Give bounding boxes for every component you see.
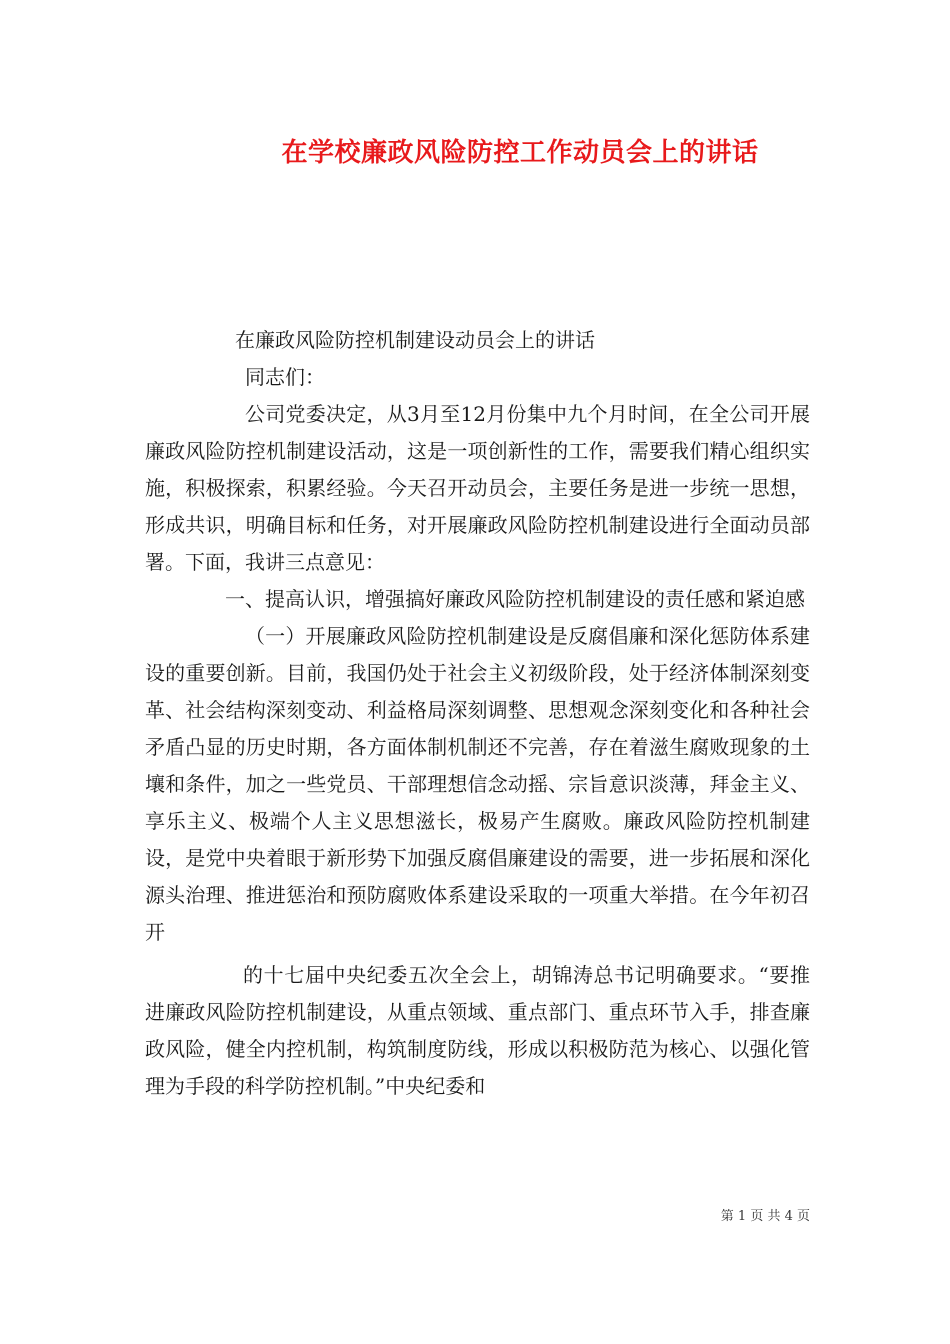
document-body [145, 322, 810, 1105]
paragraph-section-1-1: （一）开展廉政风险防控机制建设是反腐倡廉和深化惩防体系建设的重要创新。目前，我国仍处于社会主义初级阶段，处于经济体制深刻变革、社会结构深刻变动、利益格局深刻调整、思想观念深刻变化和各种社会矛盾凸显的历史时期，各方面体制机制还不完善，存在着滋生腐败现象的土壤和条件，加之一些党员、干部理想信念动摇、宗旨意识淡薄，拜金主义、享乐主义、极端个人主义思想滋长，极易产生腐败。廉政风险防控机制建设，是党中央着眼于新形势下加强反腐倡廉建设的需要，进一步拓展和深化源头治理、推进惩治和预防腐败体系建设采取的一项重大举措。在今年初召开 [145, 624, 810, 944]
paragraph-continued: 的十七届中央纪委五次全会上，胡锦涛总书记明确要求。“要推进廉政风险防控机制建设，从重点领域、重点部门、重点环节入手，排查廉政风险，健全内控机制，构筑制度防线，形成以积极防范为核心、以强化管理为手段的科学防控机制。”中央纪委和 [145, 963, 810, 1098]
section-heading-1: 一、提高认识，增强搞好廉政风险防控机制建设的责任感和紧迫感 [225, 587, 805, 611]
document-title: 在学校廉政风险防控工作动员会上的讲话 [281, 138, 759, 168]
page-number: 第 1 页 共 4 页 [720, 1209, 810, 1224]
speech-subtitle: 在廉政风险防控机制建设动员会上的讲话 [235, 328, 595, 352]
greeting: 同志们： [245, 365, 325, 389]
paragraph-intro: 公司党委决定，从3月至12月份集中九个月时间，在全公司开展廉政风险防控机制建设活动，这是一项创新性的工作，需要我们精心组织实施，积极探索，积累经验。今天召开动员会，主要任务是进一步统一思想，形成共识，明确目标和任务，对开展廉政风险防控机制建设进行全面动员部署。下面，我讲三点意见： [145, 402, 810, 574]
